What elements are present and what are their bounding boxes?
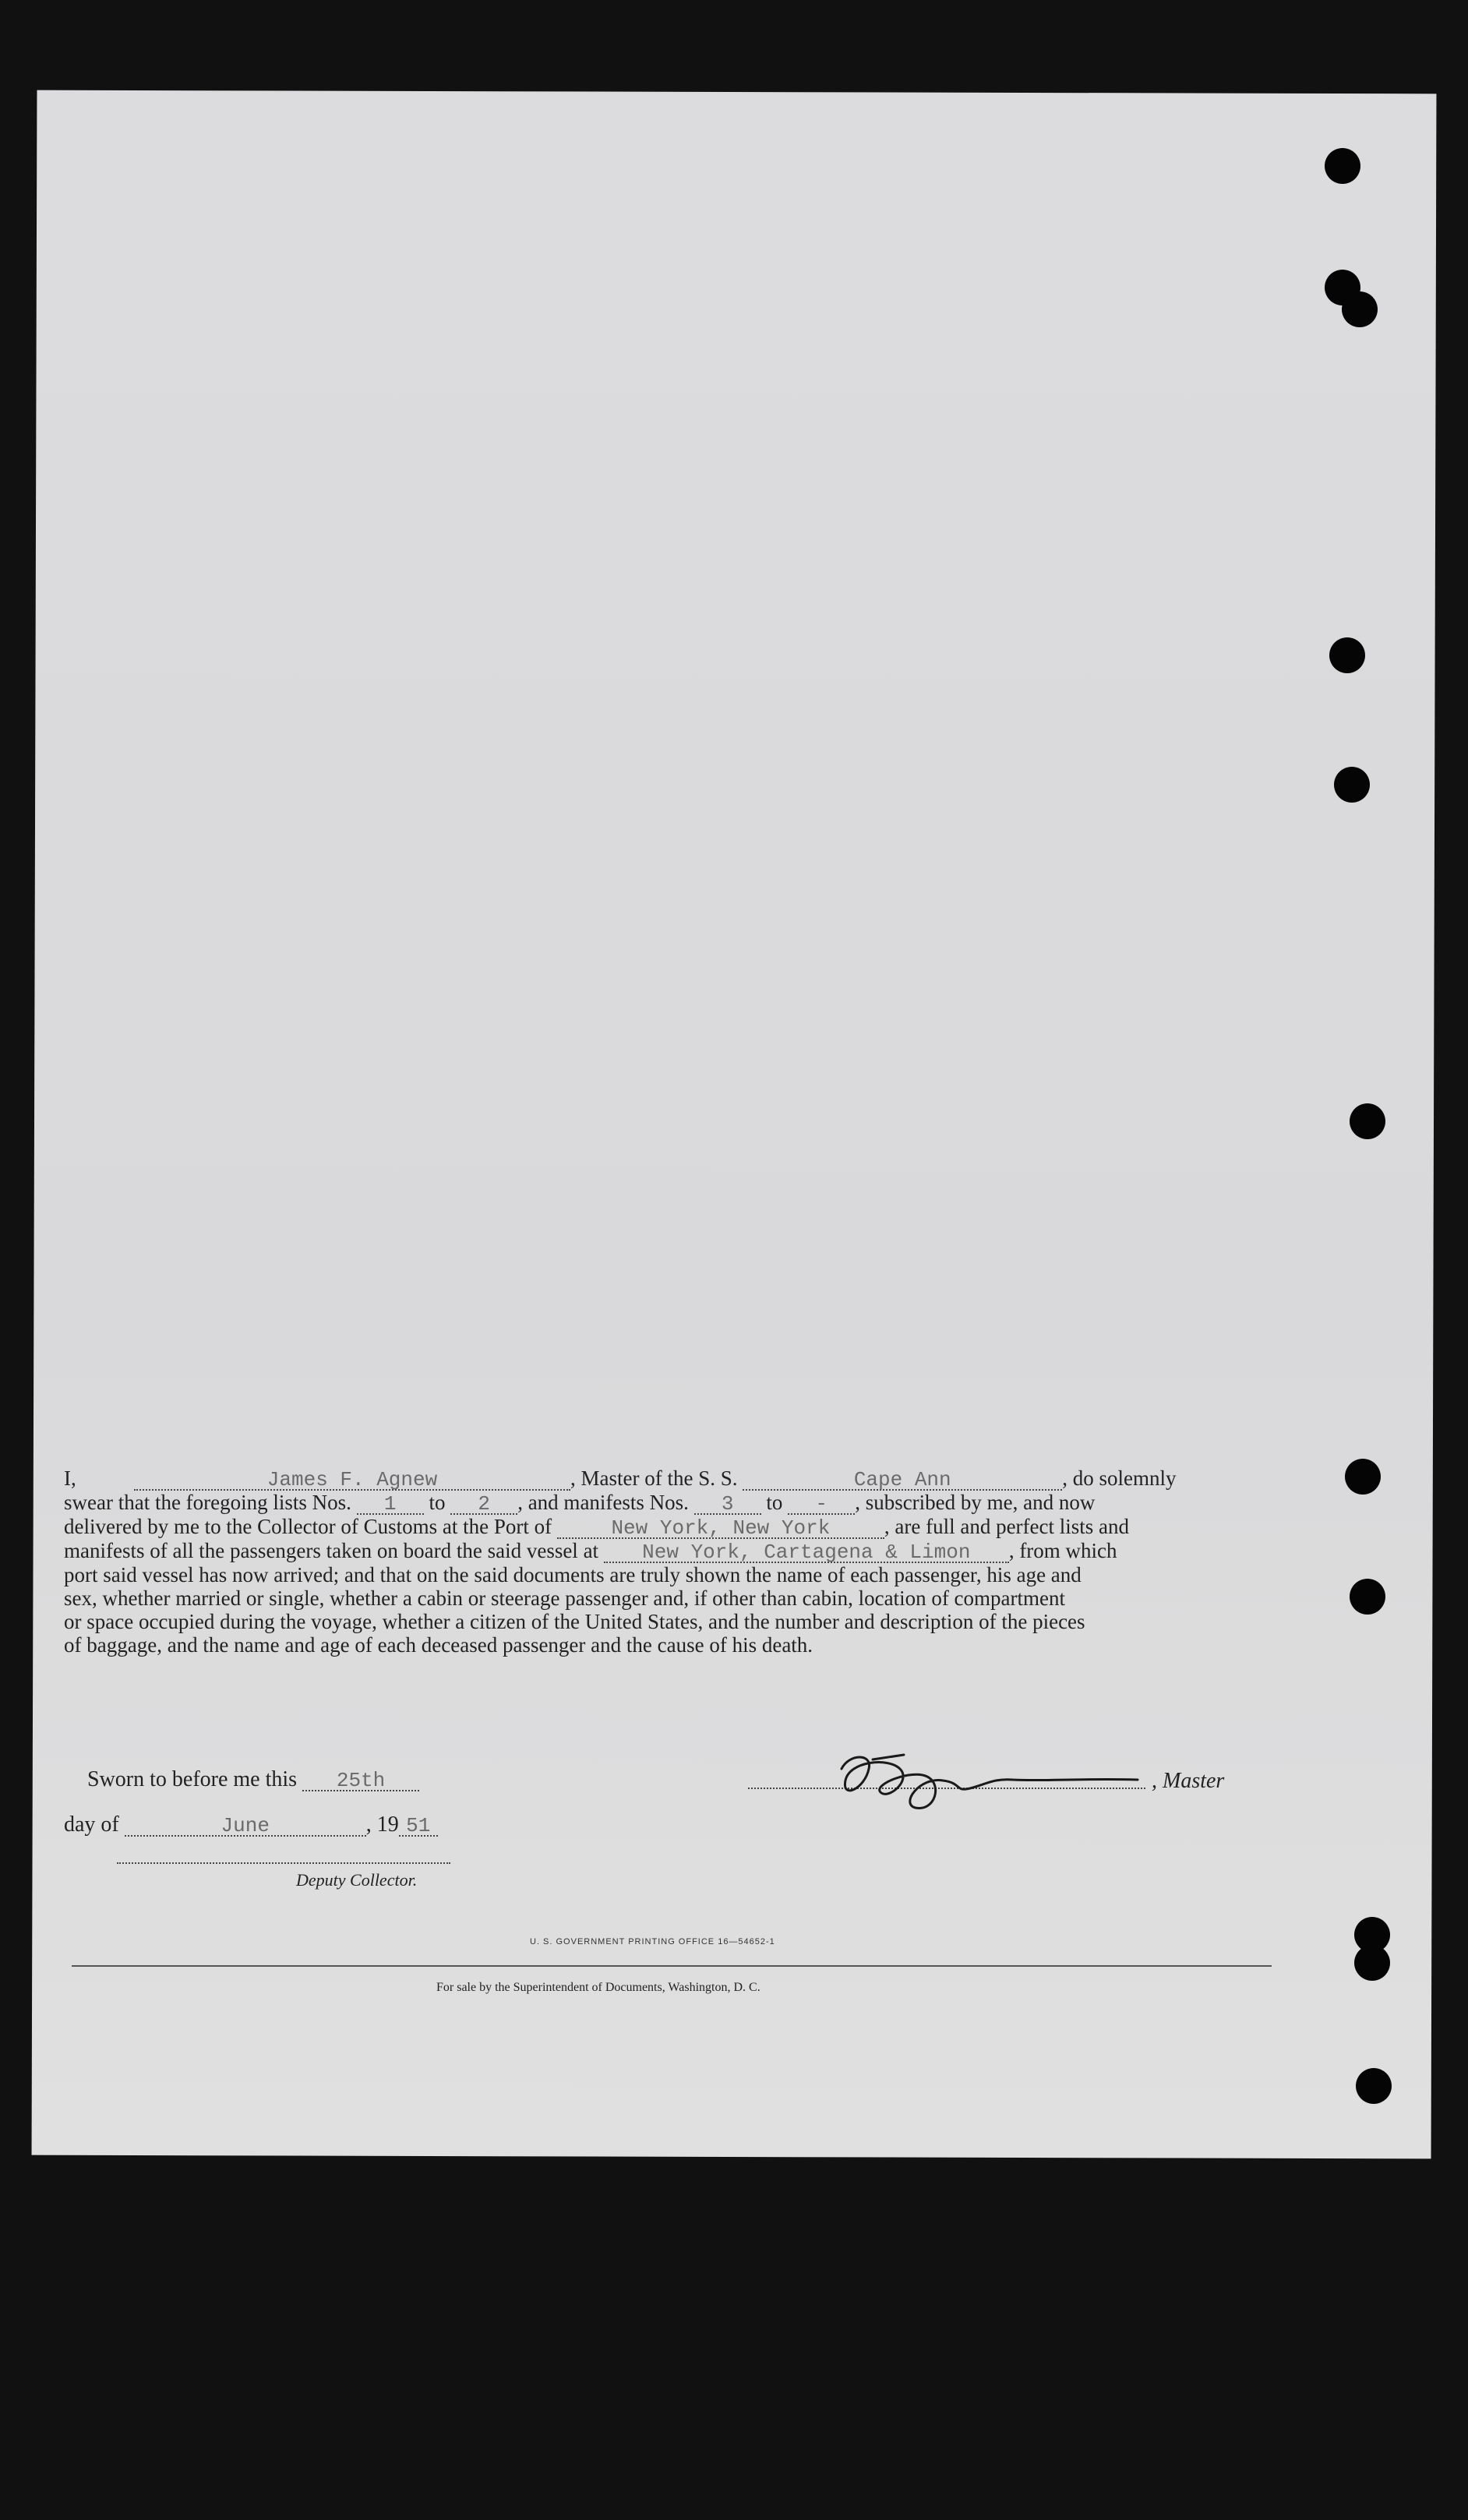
day-of-label: day of	[64, 1812, 119, 1837]
ship-name-field: Cape Ann	[743, 1470, 1062, 1491]
binder-hole	[1345, 1459, 1381, 1495]
oath-text: , Master of the S. S.	[570, 1466, 738, 1490]
footer-rule	[72, 1965, 1272, 1967]
lists-to-field: 2	[450, 1495, 517, 1515]
sworn-year-field: 51	[399, 1816, 438, 1837]
oath-text: , do solemnly	[1062, 1466, 1177, 1490]
binder-hole	[1350, 1103, 1385, 1139]
manifests-to-field: -	[788, 1495, 855, 1515]
binder-hole	[1342, 291, 1378, 327]
oath-line-2	[64, 1491, 1269, 1515]
boarding-ports-field: New York, Cartagena & Limon	[604, 1543, 1009, 1563]
oath-text: , and manifests Nos.	[517, 1491, 689, 1514]
binder-hole	[1329, 637, 1365, 673]
oath-line-7: or space occupied during the voyage, whether a citizen of the United States, and the number and description of the pieces	[64, 1610, 1085, 1633]
day-of-line	[64, 1812, 438, 1837]
manifests-from-field: 3	[694, 1495, 761, 1515]
oath-line-6: sex, whether married or single, whether a cabin or steerage passenger and, if other than cabin, location of compartment	[64, 1586, 1066, 1610]
oath-text: , are full and perfect lists and	[884, 1515, 1130, 1538]
oath-text: swear that the foregoing lists Nos.	[64, 1491, 351, 1514]
binder-hole	[1356, 2068, 1392, 2104]
master-signature	[826, 1745, 1153, 1816]
oath-line-4	[64, 1539, 1269, 1563]
oath-text: , from which	[1008, 1539, 1117, 1562]
year-prefix: , 19	[365, 1812, 399, 1837]
port-field: New York, New York	[557, 1519, 884, 1539]
oath-line-5: port said vessel has now arrived; and that on the said documents are truly shown the name of each passenger, his age and	[64, 1563, 1082, 1586]
sworn-day-field: 25th	[302, 1771, 419, 1791]
binder-hole	[1334, 767, 1370, 803]
sworn-label: Sworn to before me this	[87, 1767, 298, 1791]
oath-text: to	[766, 1491, 783, 1514]
sworn-month-field: June	[125, 1816, 366, 1837]
master-label: , Master	[1152, 1769, 1225, 1793]
oath-text: , subscribed by me, and now	[855, 1491, 1096, 1514]
oath-line-3	[64, 1515, 1269, 1539]
gpo-imprint: U. S. GOVERNMENT PRINTING OFFICE 16—54652-1	[530, 1937, 775, 1946]
deputy-signature-line	[117, 1862, 450, 1864]
master-name-field: James F. Agnew	[134, 1470, 570, 1491]
document-page	[32, 90, 1437, 2159]
sworn-line	[87, 1767, 419, 1792]
lists-from-field: 1	[357, 1495, 424, 1515]
oath-text: delivered by me to the Collector of Customs at the Port of	[64, 1515, 552, 1538]
binder-hole	[1354, 1945, 1390, 1981]
deputy-collector-label: Deputy Collector.	[296, 1870, 418, 1890]
oath-line-1	[64, 1466, 1269, 1491]
oath-text: to	[429, 1491, 446, 1514]
oath-paragraph	[64, 1466, 1269, 1657]
binder-hole	[1350, 1579, 1385, 1615]
oath-text: manifests of all the passengers taken on board the said vessel at	[64, 1539, 599, 1562]
for-sale-note: For sale by the Superintendent of Documents, Washington, D. C.	[436, 1981, 760, 1994]
oath-line-8: of baggage, and the name and age of each deceased passenger and the cause of his death.	[64, 1633, 813, 1657]
oath-prefix: I,	[64, 1466, 76, 1490]
binder-hole	[1325, 148, 1360, 184]
